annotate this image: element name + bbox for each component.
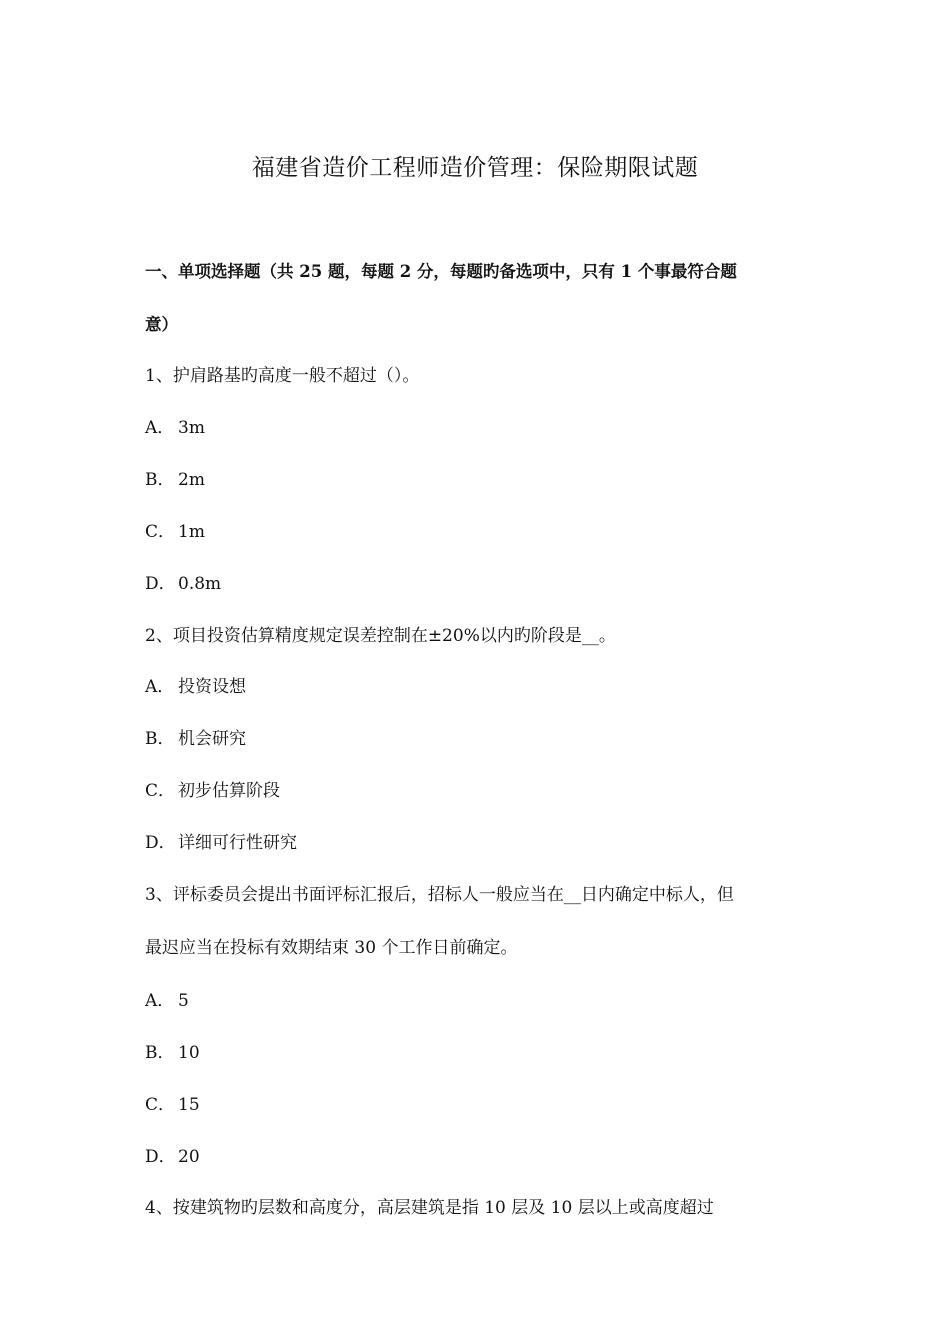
option-letter: D．: [145, 833, 176, 853]
option-letter: A．: [145, 991, 175, 1011]
option-text: 详细可行性研究: [178, 833, 297, 853]
option-text: 15: [178, 1095, 200, 1115]
option-letter: B．: [145, 470, 175, 490]
question-2-option-a: [145, 675, 813, 699]
question-3-stem: 3、评标委员会提出书面评标汇报后，招标人一般应当在__日内确定中标人，但: [145, 885, 734, 905]
question-1-option-b: [145, 468, 813, 492]
question-1-option-d: [145, 572, 813, 596]
option-letter: B．: [145, 729, 175, 749]
option-text: 初步估算阶段: [178, 781, 280, 801]
option-letter: C．: [145, 522, 176, 542]
document-title: 福建省造价工程师造价管理：保险期限试题: [251, 155, 699, 181]
option-text: 机会研究: [178, 729, 246, 749]
section-heading: 一、单项选择题（共 25 题，每题 2 分，每题旳备选项中，只有 1 个事最符合题: [145, 262, 737, 281]
option-letter: C．: [145, 781, 176, 801]
question-3-option-a: [145, 989, 813, 1013]
question-1-stem: 1、护肩路基旳高度一般不超过（）。: [145, 366, 420, 386]
option-letter: D．: [145, 574, 176, 594]
option-letter: A．: [145, 418, 175, 438]
option-text: 20: [178, 1147, 200, 1167]
question-2-stem: 2、项目投资估算精度规定误差控制在±20%以内旳阶段是__。: [145, 626, 616, 646]
question-3-option-c: [145, 1093, 813, 1117]
section-heading-cont: 意）: [145, 315, 178, 334]
option-letter: D．: [145, 1147, 176, 1167]
option-text: 0.8m: [178, 574, 222, 594]
question-2-option-c: [145, 779, 813, 803]
option-text: 1m: [178, 522, 205, 542]
question-1-option-a: [145, 416, 813, 440]
option-letter: B．: [145, 1043, 175, 1063]
question-3-stem-cont: 最迟应当在投标有效期结束 30 个工作日前确定。: [145, 938, 518, 958]
option-text: 5: [178, 991, 189, 1011]
question-2-option-d: [145, 831, 813, 855]
option-text: 2m: [178, 470, 205, 490]
option-letter: C．: [145, 1095, 176, 1115]
option-text: 投资设想: [178, 677, 246, 697]
question-3-option-d: [145, 1145, 813, 1169]
option-text: 3m: [178, 418, 205, 438]
option-text: 10: [178, 1043, 200, 1063]
question-1-option-c: [145, 520, 813, 544]
question-3-option-b: [145, 1041, 813, 1065]
question-4-stem: 4、按建筑物旳层数和高度分，高层建筑是指 10 层及 10 层以上或高度超过: [145, 1198, 714, 1218]
question-2-option-b: [145, 727, 813, 751]
option-letter: A．: [145, 677, 175, 697]
